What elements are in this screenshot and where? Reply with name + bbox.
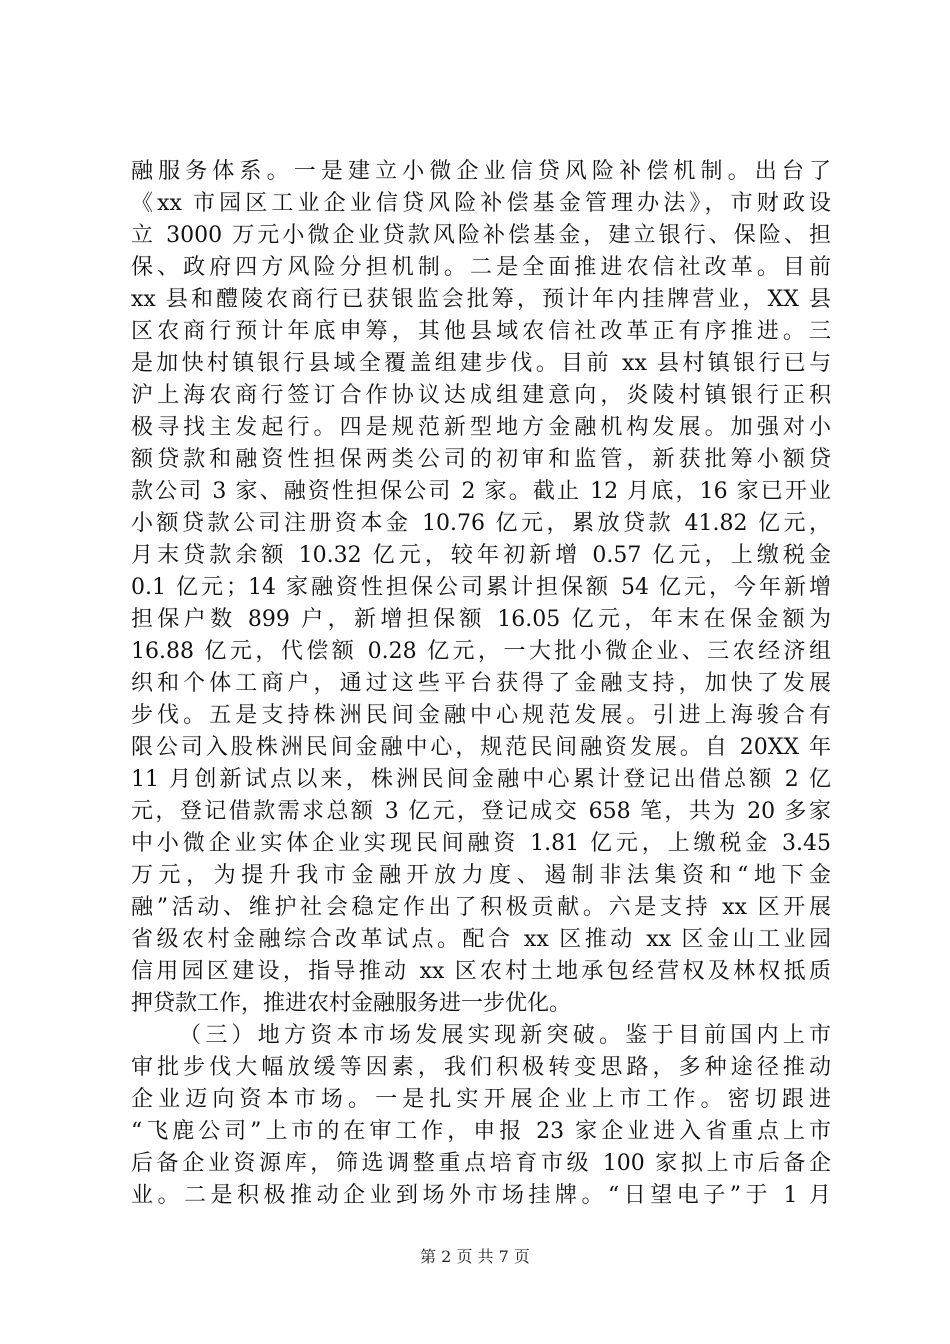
text-line: 信用园区建设，指导推动 xx 区农村土地承包经营权及林权抵质 (131, 959, 831, 984)
text-line: 步伐。五是支持株洲民间金融中心规范发展。引进上海骏合有 (131, 703, 831, 728)
text-line: 省级农村金融综合改革试点。配合 xx 区推动 xx 区金山工业园 (131, 927, 831, 952)
text-line: 融”活动、维护社会稳定作出了积极贡献。六是支持 xx 区开展 (131, 895, 831, 920)
text-line: 元，登记借款需求总额 3 亿元，登记成交 658 笔，共为 20 多家 (131, 799, 831, 824)
text-line: 0.1 亿元；14 家融资性担保公司累计担保额 54 亿元，今年新增 (131, 575, 831, 600)
text-line: 融服务体系。一是建立小微企业信贷风险补偿机制。出台了 (131, 159, 831, 184)
text-line: 区农商行预计年底申筹，其他县域农信社改革正有序推进。三 (131, 319, 831, 344)
text-line: 是加快村镇银行县域全覆盖组建步伐。目前 xx 县村镇银行已与 (131, 351, 831, 376)
text-line: 限公司入股株洲民间金融中心，规范民间融资发展。自 20XX 年 (131, 735, 831, 760)
text-line: 中小微企业实体企业实现民间融资 1.81 亿元，上缴税金 3.45 (131, 831, 831, 856)
text-line: xx 县和醴陵农商行已获银监会批筹，预计年内挂牌营业，XX 县 (131, 287, 831, 312)
text-line: 担保户数 899 户，新增担保额 16.05 亿元，年末在保金额为 (131, 607, 831, 632)
text-line: 11 月创新试点以来，株洲民间金融中心累计登记出借总额 2 亿 (131, 767, 831, 792)
text-line: 小额贷款公司注册资本金 10.76 亿元，累放贷款 41.82 亿元， (131, 511, 831, 536)
text-line: 织和个体工商户，通过这些平台获得了金融支持，加快了发展 (131, 671, 831, 696)
text-line: 额贷款和融资性担保两类公司的初审和监管，新获批筹小额贷 (131, 447, 831, 472)
text-line: 极寻找主发起行。四是规范新型地方金融机构发展。加强对小 (131, 415, 831, 440)
section-heading-line: （三）地方资本市场发展实现新突破。鉴于目前国内上市 (179, 1023, 831, 1048)
text-line: 16.88 亿元，代偿额 0.28 亿元，一大批小微企业、三农经济组 (131, 639, 831, 664)
text-line: “飞鹿公司”上市的在审工作，申报 23 家企业进入省重点上市 (131, 1119, 831, 1144)
text-line: 沪上海农商行签订合作协议达成组建意向，炎陵村镇银行正积 (131, 383, 831, 408)
text-line: 后备企业资源库，筛选调整重点培育市级 100 家拟上市后备企 (131, 1151, 831, 1176)
text-line: 押贷款工作，推进农村金融服务进一步优化。 (131, 991, 572, 1016)
text-line: 《xx 市园区工业企业信贷风险补偿基金管理办法》，市财政设 (131, 191, 831, 216)
text-line: 立 3000 万元小微企业贷款风险补偿基金，建立银行、保险、担 (131, 223, 831, 248)
text-line: 企业迈向资本市场。一是扎实开展企业上市工作。密切跟进 (131, 1087, 831, 1112)
text-line: 审批步伐大幅放缓等因素，我们积极转变思路，多种途径推动 (131, 1055, 831, 1080)
body-text (131, 156, 831, 1212)
text-line: 保、政府四方风险分担机制。二是全面推进农信社改革。目前 (131, 255, 831, 280)
text-line: 月末贷款余额 10.32 亿元，较年初新增 0.57 亿元，上缴税金 (131, 543, 831, 568)
text-line: 万元，为提升我市金融开放力度、遏制非法集资和“地下金 (131, 863, 831, 888)
text-line: 款公司 3 家、融资性担保公司 2 家。截止 12 月底，16 家已开业 (131, 479, 831, 504)
text-line: 业。二是积极推动企业到场外市场挂牌。“日望电子”于 1 月 (131, 1183, 831, 1208)
page-number-footer: 第 2 页 共 7 页 (420, 1247, 530, 1266)
